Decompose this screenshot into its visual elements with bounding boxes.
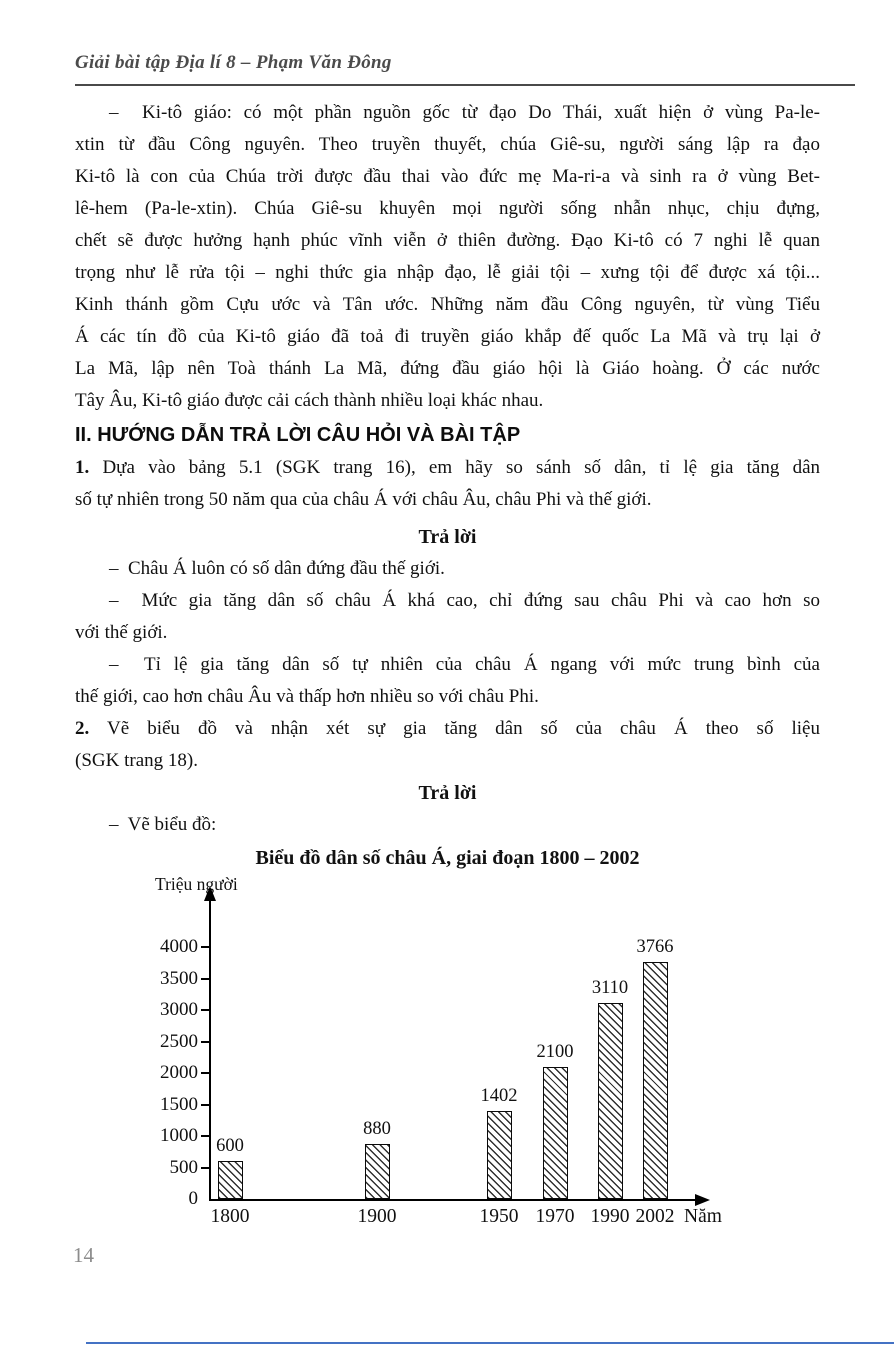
paragraph-line: Ki-tô là con của Chúa trời được đầu thai vào đức mẹ Ma-ri-a và sinh ra ở vùng Bet-: [75, 166, 820, 187]
x-axis-label: Năm: [684, 1206, 722, 1227]
question-1-line: [75, 452, 820, 484]
bar-1950: [487, 1111, 512, 1199]
bar-value-label: 3766: [636, 936, 674, 957]
y-tick-label: 500: [169, 1156, 198, 1178]
y-tick-mark: [201, 1167, 209, 1169]
y-tick-mark: [201, 1009, 209, 1011]
question-2-text: Vẽ biểu đồ và nhận xét sự gia tăng dân số của châu Á theo số liệu: [106, 718, 820, 739]
bar-1900: [365, 1144, 390, 1199]
bar-2002: [643, 962, 668, 1199]
y-tick-label: 0: [188, 1188, 198, 1209]
paragraph-line: Á các tín đồ của Ki-tô giáo đã toả đi truyền giáo khắp đế quốc La Mã và trụ lại ở: [75, 326, 820, 347]
bar-1970: [543, 1067, 568, 1199]
bar-1990: [598, 1003, 623, 1199]
y-tick-label: 2500: [160, 1030, 198, 1052]
bar-1800: [218, 1161, 243, 1199]
bar-value-label: 3110: [591, 978, 629, 999]
x-tick-label: 1990: [590, 1206, 630, 1227]
y-tick-label: 1500: [160, 1093, 198, 1115]
paragraph-line: Tây Âu, Ki-tô giáo được cải cách thành nhiều loại khác nhau.: [75, 390, 544, 411]
bar-value-label: 880: [363, 1118, 391, 1139]
y-tick-mark: [201, 1104, 209, 1106]
answer-line: – Mức gia tăng dân số châu Á khá cao, chỉ đứng sau châu Phi và cao hơn so: [109, 590, 820, 611]
question-2-line: (SGK trang 18).: [75, 750, 198, 771]
y-tick-mark: [201, 946, 209, 948]
y-axis-unit-label: Triệu người: [155, 874, 238, 894]
answer-line: thế giới, cao hơn châu Âu và thấp hơn nhiều so với châu Phi.: [75, 686, 539, 707]
paragraph-line: trọng như lễ rửa tội – nghi thức gia nhập đạo, lễ giải tội – xưng tội để được xá tội...: [75, 262, 820, 283]
question-2-number: 2.: [75, 718, 90, 739]
paragraph-line: La Mã, lập nên Toà thánh La Mã, đứng đầu giáo hội là Giáo hoàng. Ở các nước: [75, 358, 820, 379]
answer-line: – Châu Á luôn có số dân đứng đầu thế giới.: [109, 558, 445, 579]
header-rule: [75, 84, 855, 86]
x-tick-label: 2002: [635, 1206, 675, 1227]
y-tick-label: 3000: [160, 999, 198, 1020]
y-tick-label: 3500: [160, 967, 198, 989]
answer-line: với thế giới.: [75, 622, 168, 643]
paragraph-line: Kinh thánh gồm Cựu ước và Tân ước. Những năm đầu Công nguyên, từ vùng Tiểu: [75, 294, 820, 315]
chart-title: Biểu đồ dân số châu Á, giai đoạn 1800 – 2002: [255, 847, 640, 869]
draw-chart-label: – Vẽ biểu đồ:: [109, 814, 217, 835]
y-tick-label: 4000: [160, 936, 198, 957]
footer-rule: [86, 1342, 894, 1344]
x-tick-label: 1800: [210, 1206, 250, 1227]
bar-value-label: 600: [216, 1136, 244, 1157]
paragraph-line: chết sẽ được hưởng hạnh phúc vĩnh viễn ở thiên đường. Đạo Ki-tô có 7 nghi lễ quan: [75, 230, 820, 251]
population-bar-chart: [0, 872, 894, 1244]
x-tick-label: 1970: [535, 1206, 575, 1227]
paragraph-line: lê-hem (Pa-le-xtin). Chúa Giê-su khuyên mọi người sống nhẫn nhục, chịu đựng,: [75, 198, 820, 219]
x-tick-label: 1950: [479, 1206, 519, 1227]
answer-heading: Trả lời: [418, 526, 477, 548]
x-tick-label: 1900: [357, 1206, 397, 1227]
question-1-line: số tự nhiên trong 50 năm qua của châu Á với châu Âu, châu Phi và thế giới.: [75, 489, 652, 510]
section-heading: II. HƯỚNG DẪN TRẢ LỜI CÂU HỎI VÀ BÀI TẬP: [75, 424, 521, 446]
y-tick-label: 1000: [160, 1125, 198, 1146]
question-2-line: [75, 713, 820, 745]
bar-value-label: 2100: [536, 1041, 574, 1062]
running-header: Giải bài tập Địa lí 8 – Phạm Văn Đông: [75, 52, 392, 73]
page-number: 14: [73, 1243, 94, 1267]
y-axis-arrow-icon: [204, 886, 216, 901]
y-tick-label: 2000: [160, 1062, 198, 1083]
y-tick-mark: [201, 1041, 209, 1043]
answer-line: – Tỉ lệ gia tăng dân số tự nhiên của châu Á ngang với mức trung bình của: [109, 654, 820, 675]
y-tick-mark: [201, 1072, 209, 1074]
question-1-text: Dựa vào bảng 5.1 (SGK trang 16), em hãy so sánh số dân, tỉ lệ gia tăng dân: [102, 457, 820, 478]
bar-value-label: 1402: [480, 1085, 518, 1106]
answer-heading: Trả lời: [418, 782, 477, 804]
y-tick-mark: [201, 978, 209, 980]
page-content: [75, 97, 820, 874]
x-axis-line: [209, 1199, 697, 1201]
paragraph-line: – Ki-tô giáo: có một phần nguồn gốc từ đạo Do Thái, xuất hiện ở vùng Pa-le-: [109, 102, 820, 123]
question-1-number: 1.: [75, 457, 90, 478]
paragraph-line: xtin từ đầu Công nguyên. Theo truyền thuyết, chúa Giê-su, người sáng lập ra đạo: [75, 134, 820, 155]
